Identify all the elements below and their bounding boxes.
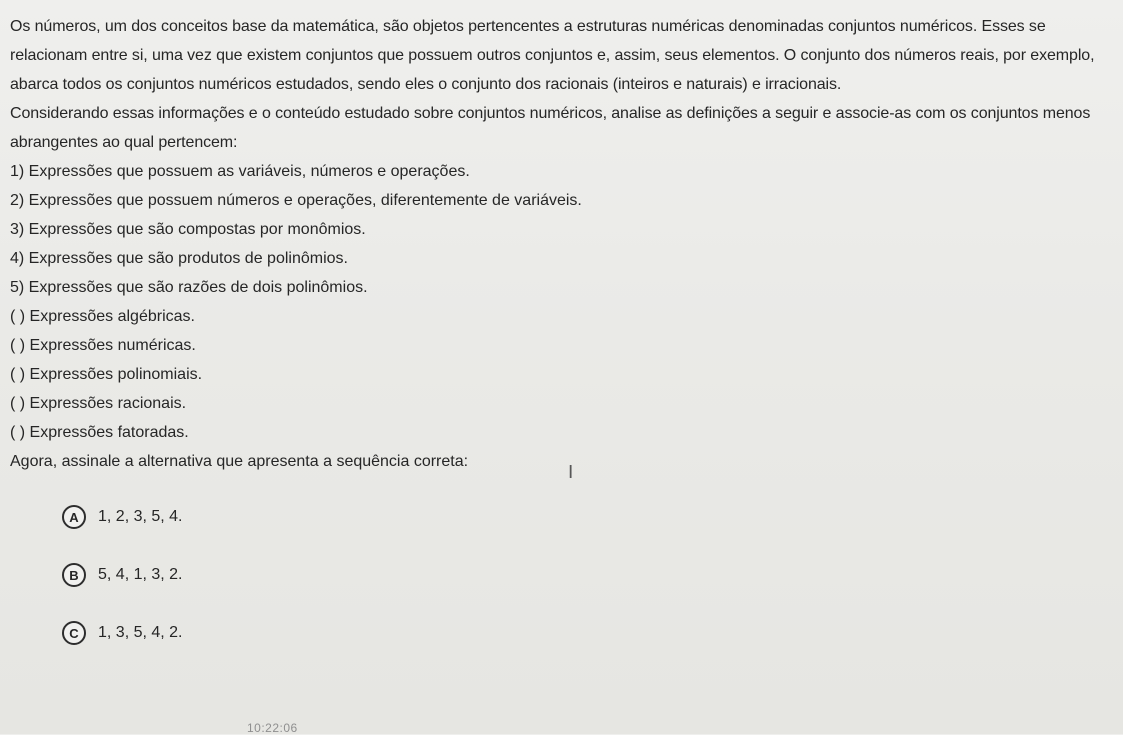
instruction-paragraph: Considerando essas informações e o conteúdo estudado sobre conjuntos numéricos, analise as definições a seguir e associe-as com os conjuntos menos abrangentes ao qual pertencem: xyxy=(10,105,1091,151)
definition-item: 1) Expressões que possuem as variáveis, números e operações. xyxy=(10,163,470,180)
option-text: 1, 2, 3, 5, 4. xyxy=(98,508,183,525)
definition-item: 4) Expressões que são produtos de polinômios. xyxy=(10,250,348,267)
answer-options xyxy=(62,488,1099,662)
text-cursor-icon: I xyxy=(568,462,574,483)
association-list xyxy=(10,302,1099,447)
option-letter-badge: B xyxy=(62,563,86,587)
association-item: ( ) Expressões numéricas. xyxy=(10,337,196,354)
timestamp: 10:22:06 xyxy=(247,721,298,735)
option-text: 1, 3, 5, 4, 2. xyxy=(98,624,183,641)
question-prompt: Agora, assinale a alternativa que apresenta a sequência correta: xyxy=(10,453,469,470)
answer-option-a[interactable] xyxy=(62,488,1099,546)
association-item: ( ) Expressões racionais. xyxy=(10,395,187,412)
answer-option-c[interactable] xyxy=(62,604,1099,662)
definition-list xyxy=(10,157,1099,302)
intro-paragraph: Os números, um dos conceitos base da matemática, são objetos pertencentes a estruturas numéricas denominadas conjuntos numéricos. Esses se relacionam entre si, uma vez que existem conjuntos que possuem outros conjuntos e, assim, seus elementos. O conjunto dos números reais, por exemplo, abarca todos os conjuntos numéricos estudados, sendo eles o conjunto dos racionais (inteiros e naturais) e irracionais. xyxy=(10,18,1095,93)
option-letter-badge: C xyxy=(62,621,86,645)
definition-item: 2) Expressões que possuem números e operações, diferentemente de variáveis. xyxy=(10,192,582,209)
association-item: ( ) Expressões algébricas. xyxy=(10,308,195,325)
definition-item: 5) Expressões que são razões de dois polinômios. xyxy=(10,279,368,296)
association-item: ( ) Expressões fatoradas. xyxy=(10,424,189,441)
answer-option-b[interactable] xyxy=(62,546,1099,604)
association-item: ( ) Expressões polinomiais. xyxy=(10,366,203,383)
definition-item: 3) Expressões que são compostas por monômios. xyxy=(10,221,366,238)
option-text: 5, 4, 1, 3, 2. xyxy=(98,566,183,583)
option-letter-badge: A xyxy=(62,505,86,529)
